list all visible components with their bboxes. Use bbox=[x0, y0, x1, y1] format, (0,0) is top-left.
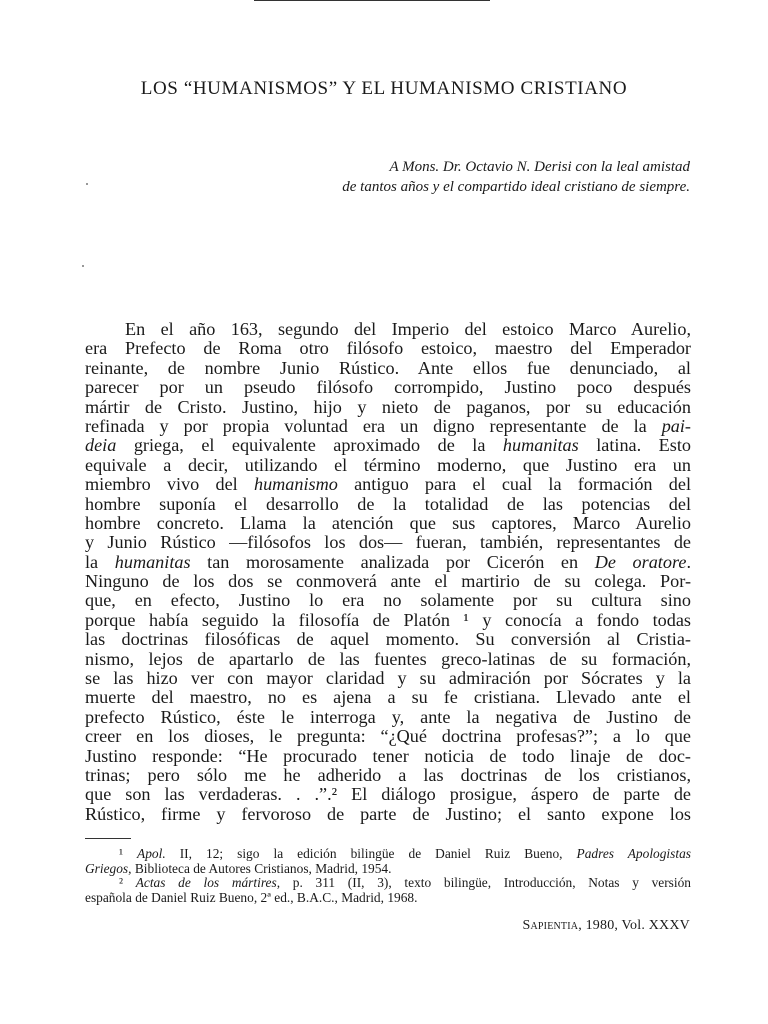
body-line: que son las verdaderas. . .”.² El diálogo prosigue, áspero de parte de bbox=[85, 784, 691, 805]
body-line: reinante, de nombre Junio Rústico. Ante ellos fue denunciado, al bbox=[85, 357, 691, 378]
body-line: se las hizo ver con mayor claridad y su admiración por Sócrates y la bbox=[85, 668, 691, 689]
body-paragraph bbox=[85, 320, 691, 824]
body-line: parecer por un pseudo filósofo corrompido, Justino poco después bbox=[85, 377, 691, 398]
scan-speck bbox=[82, 265, 84, 267]
body-line: creer en los dioses, le pregunta: “¿Qué doctrina profesas?”; a lo que bbox=[85, 726, 691, 747]
body-line: mártir de Cristo. Justino, hijo y nieto de paganos, por su educación bbox=[85, 396, 691, 417]
body-line: era Prefecto de Roma otro filósofo estoico, maestro del Emperador bbox=[85, 338, 691, 359]
journal-name: Sapientia bbox=[522, 918, 579, 933]
journal-issue: , 1980, Vol. XXXV bbox=[578, 918, 690, 933]
footnotes bbox=[85, 847, 691, 905]
body-line: Justino responde: “He procurado tener noticia de todo linaje de doc- bbox=[85, 745, 691, 766]
body-line: las doctrinas filosóficas de aquel momento. Su conversión al Cristia- bbox=[85, 629, 691, 650]
body-line: nismo, lejos de apartarlo de las fuentes greco-latinas de su formación, bbox=[85, 648, 691, 669]
top-rule bbox=[254, 0, 490, 1]
running-footer bbox=[523, 918, 691, 934]
footnote-line: española de Daniel Ruiz Bueno, 2ª ed., B.A.C., Madrid, 1968. bbox=[85, 889, 418, 905]
footnote-line: ² Actas de los mártires, p. 311 (II, 3), texto bilingüe, Introducción, Notas y versión bbox=[119, 875, 692, 891]
scan-speck bbox=[86, 183, 88, 185]
page-title: LOS “HUMANISMOS” Y EL HUMANISMO CRISTIANO bbox=[140, 78, 628, 99]
body-line: que, en efecto, Justino lo era no solamente por su cultura sino bbox=[85, 590, 691, 611]
body-line: trinas; pero sólo me he adherido a las doctrinas de los cristianos, bbox=[85, 764, 691, 785]
body-line: refinada y por propia voluntad era un digno representante de la pai- bbox=[85, 415, 691, 436]
body-line: prefecto Rústico, éste le interroga y, ante la negativa de Justino de bbox=[85, 706, 691, 727]
footnote-1 bbox=[85, 847, 691, 876]
body-line: muerte del maestro, no es ajena a su fe cristiana. Llevado ante el bbox=[85, 687, 691, 708]
body-line: y Junio Rústico —filósofos los dos— fueran, también, representantes de bbox=[85, 532, 691, 553]
footnote-rule bbox=[85, 838, 131, 839]
body-line: miembro vivo del humanismo antiguo para el cual la formación del bbox=[85, 474, 691, 495]
dedication-line: de tantos años y el compartido ideal cristiano de siempre. bbox=[342, 179, 690, 195]
dedication bbox=[342, 157, 690, 197]
body-line: la humanitas tan morosamente analizada por Cicerón en De oratore. bbox=[85, 551, 691, 572]
body-line: En el año 163, segundo del Imperio del estoico Marco Aurelio, bbox=[125, 319, 691, 339]
footnote-2 bbox=[85, 876, 691, 905]
body-line: hombre suponía el desarrollo de la totalidad de las potencias del bbox=[85, 493, 691, 514]
body-line: equivale a decir, utilizando el término moderno, que Justino era un bbox=[85, 454, 691, 475]
body-line: deia griega, el equivalente aproximado de la humanitas latina. Esto bbox=[85, 435, 691, 456]
footnote-line: ¹ Apol. II, 12; sigo la edición bilingüe de Daniel Ruiz Bueno, Padres Apologistas bbox=[119, 846, 691, 861]
body-line: Rústico, firme y fervoroso de parte de Justino; el santo expone los bbox=[85, 803, 691, 824]
footnote-line: Griegos, Biblioteca de Autores Cristianos, Madrid, 1954. bbox=[85, 860, 392, 876]
dedication-line: A Mons. Dr. Octavio N. Derisi con la leal amistad bbox=[389, 159, 690, 175]
body-line: Ninguno de los dos se conmoverá ante el martirio de su colega. Por- bbox=[85, 571, 691, 592]
body-line: porque había seguido la filosofía de Platón ¹ y conocía a fondo todas bbox=[85, 609, 691, 630]
body-line: hombre concreto. Llama la atención que sus captores, Marco Aurelio bbox=[85, 512, 691, 533]
